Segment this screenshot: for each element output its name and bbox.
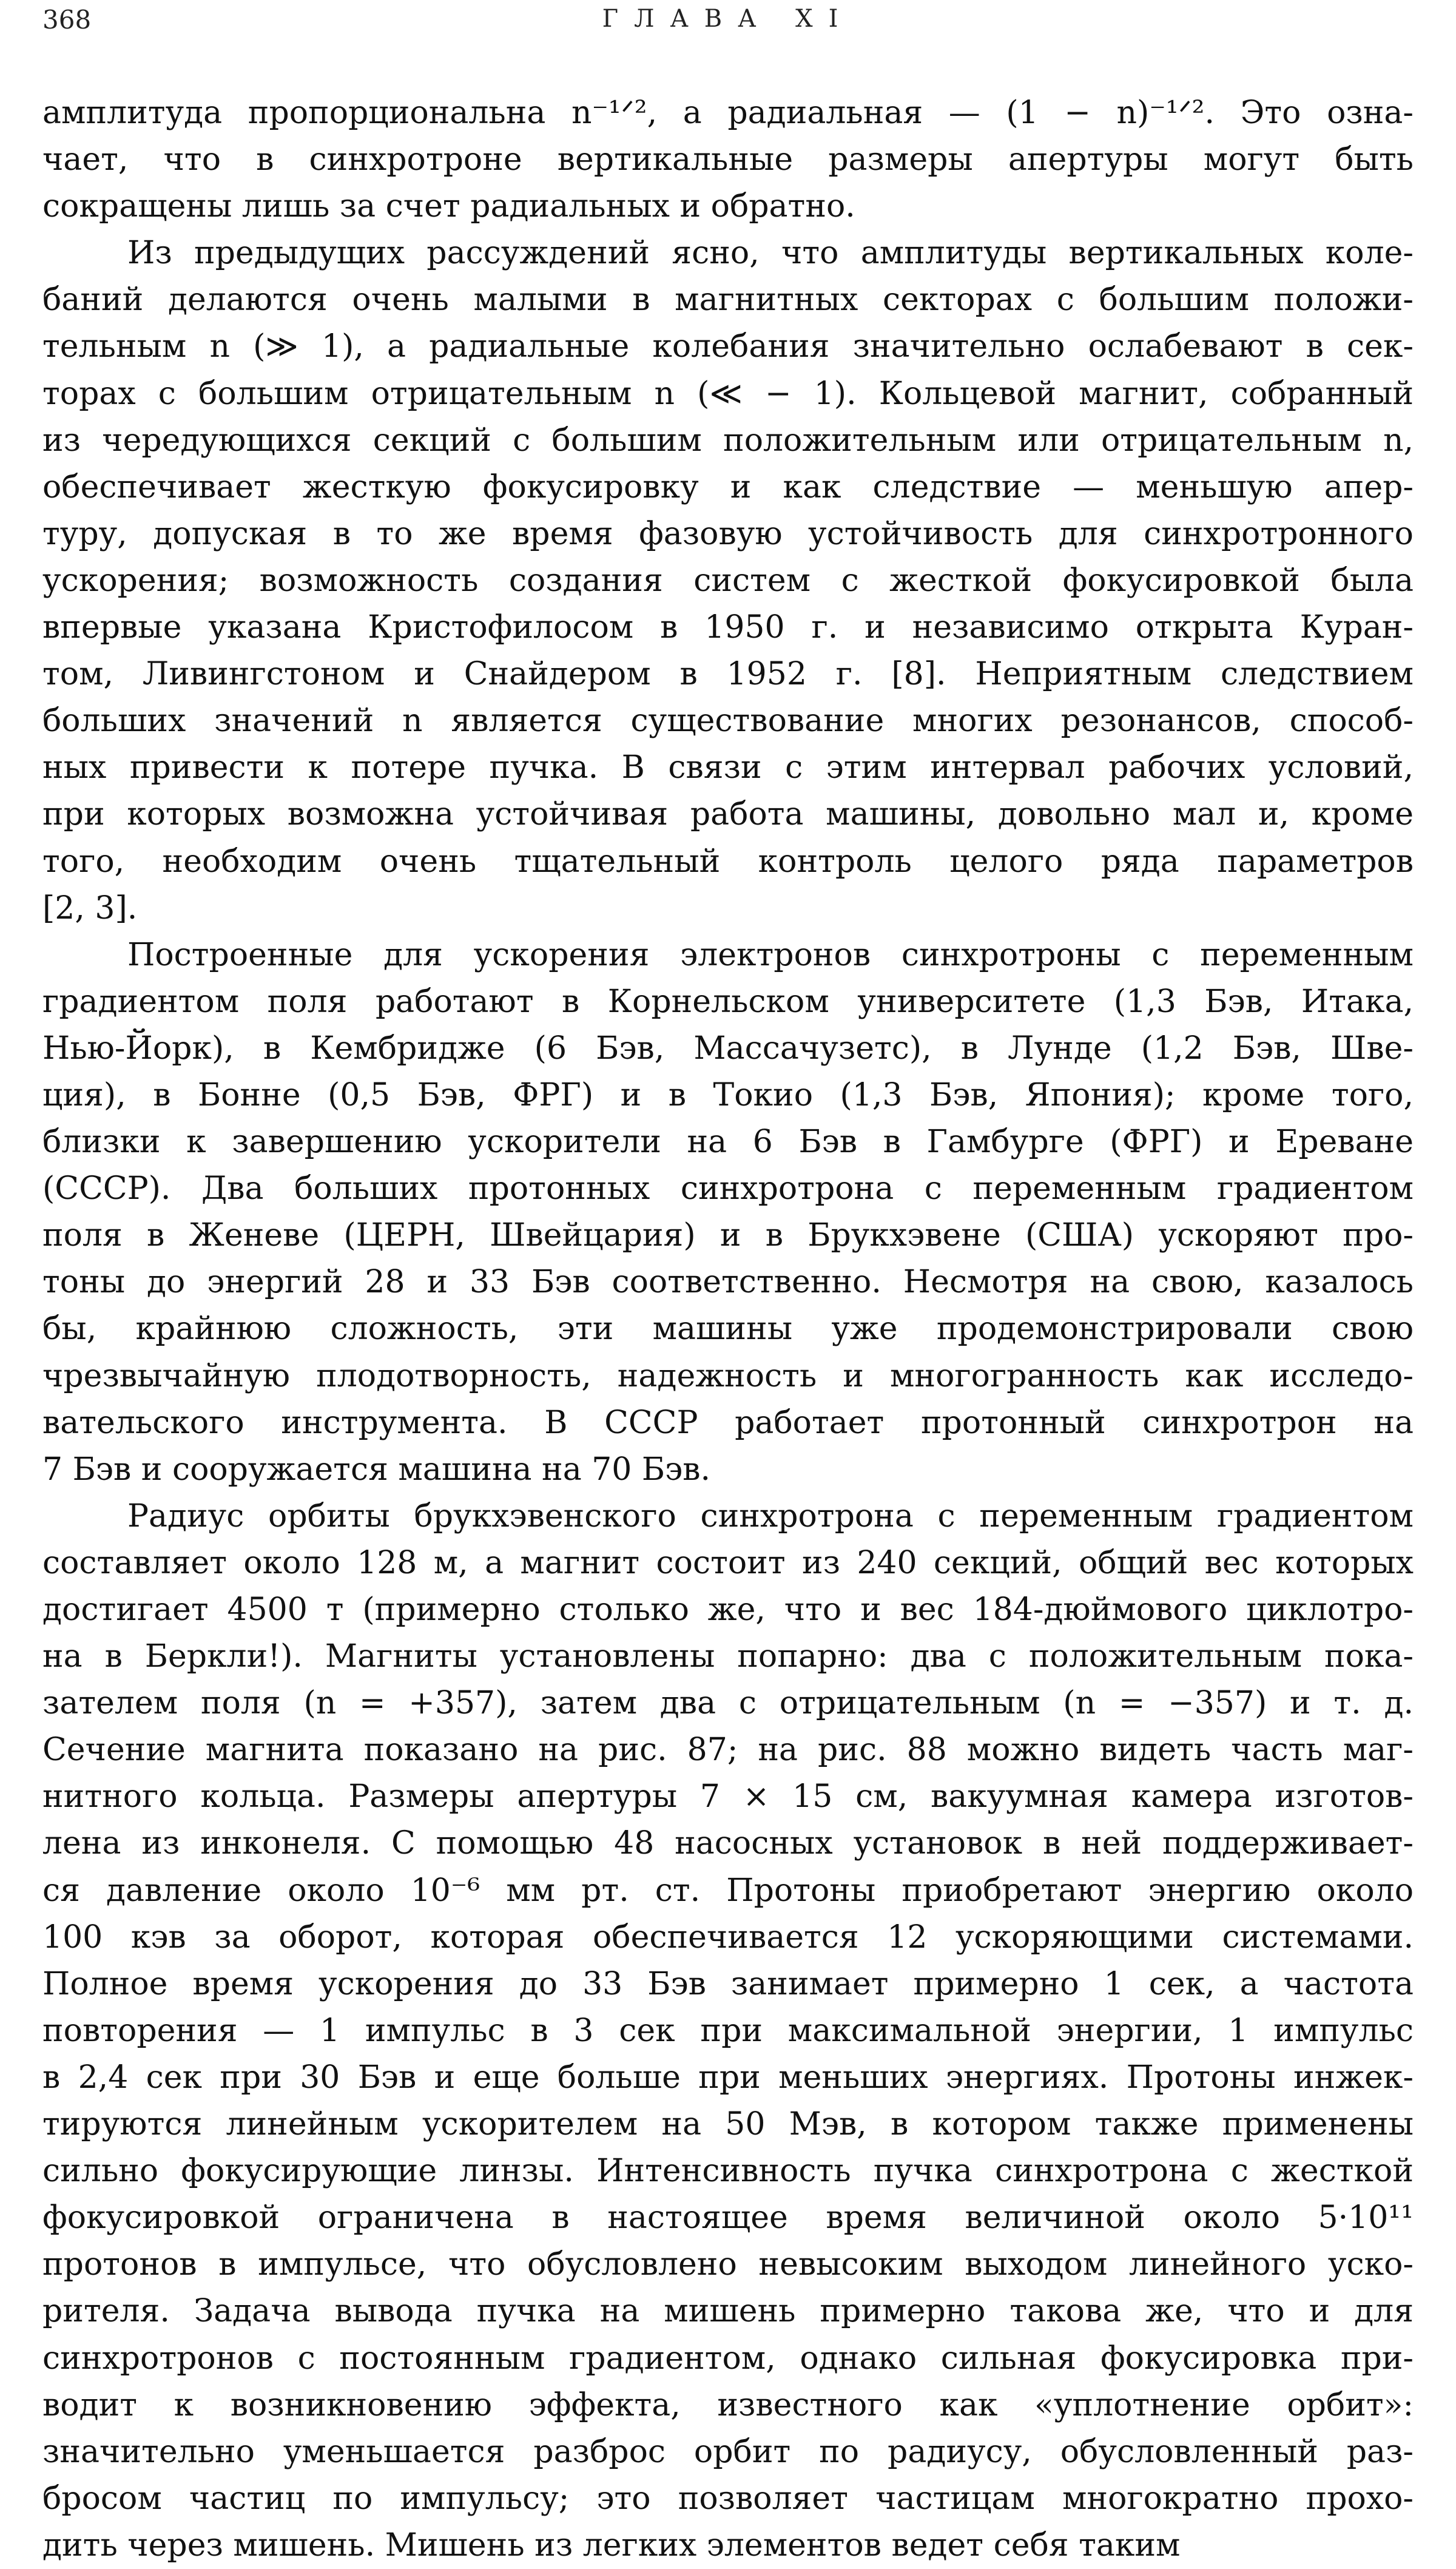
text-line: близки к завершению ускорители на 6 Бэв в Гамбурге (ФРГ) и Ереване [42, 1124, 1414, 1161]
text-line: Построенные для ускорения электронов синхротроны с переменным [127, 936, 1414, 973]
text-line: 100 кэв за оборот, которая обеспечивается 12 ускоряющими системами. [42, 1919, 1414, 1956]
page-header [42, 5, 1414, 41]
text-line: обеспечивает жесткую фокусировку и как следствие — меньшую апер- [42, 468, 1414, 505]
text-line: торах с большим отрицательным n (≪ − 1). Кольцевой магнит, собранный [42, 375, 1414, 412]
text-line: ся давление около 10⁻⁶ мм рт. ст. Протоны приобретают энергию около [42, 1872, 1414, 1909]
text-line: чает, что в синхротроне вертикальные размеры апертуры могут быть [42, 141, 1414, 178]
page-number: 368 [42, 5, 92, 35]
text-line: нитного кольца. Размеры апертуры 7 × 15 см, вакуумная камера изготов- [42, 1778, 1414, 1815]
text-line: того, необходим очень тщательный контроль целого ряда параметров [42, 843, 1414, 880]
text-line: [2, 3]. [42, 890, 138, 927]
text-line: фокусировкой ограничена в настоящее время величиной около 5·10¹¹ [42, 2199, 1414, 2236]
text-line: Нью-Йорк), в Кембридже (6 Бэв, Массачузетс), в Лунде (1,2 Бэв, Шве- [42, 1030, 1414, 1067]
text-line: при которых возможна устойчивая работа машины, довольно мал и, кроме [42, 796, 1414, 833]
text-line: Полное время ускорения до 33 Бэв занимает примерно 1 сек, а частота [42, 1965, 1414, 2002]
text-line: сокращены лишь за счет радиальных и обратно. [42, 188, 855, 225]
text-line: амплитуда пропорциональна n⁻¹ᐟ², а радиальная — (1 − n)⁻¹ᐟ². Это озна- [42, 95, 1414, 131]
text-line: вательского инструмента. В СССР работает протонный синхротрон на [42, 1404, 1414, 1441]
text-line: ных привести к потере пучка. В связи с этим интервал рабочих условий, [42, 749, 1414, 786]
text-line: Радиус орбиты брукхэвенского синхротрона с переменным градиентом [127, 1497, 1414, 1534]
text-line: из чередующихся секций с большим положительным или отрицательным n, [42, 422, 1414, 459]
text-line: на в Беркли!). Магниты установлены попарно: два с положительным пока- [42, 1638, 1414, 1675]
text-line: бросом частиц по импульсу; это позволяет частицам многократно прохо- [42, 2480, 1414, 2517]
text-line: 7 Бэв и сооружается машина на 70 Бэв. [42, 1451, 711, 1488]
text-line: тоны до энергий 28 и 33 Бэв соответственно. Несмотря на свою, казалось [42, 1264, 1414, 1301]
text-line: тельным n (≫ 1), а радиальные колебания значительно ослабевают в сек- [42, 328, 1414, 365]
text-line: больших значений n является существование многих резонансов, способ- [42, 703, 1414, 740]
text-line: протонов в импульсе, что обусловлено невысоким выходом линейного уско- [42, 2246, 1414, 2283]
paragraph [42, 90, 1414, 230]
running-head: ГЛАВА XI [602, 5, 854, 33]
text-line: ция), в Бонне (0,5 Бэв, ФРГ) и в Токио (1,3 Бэв, Япония); кроме того, [42, 1076, 1414, 1113]
text-line: Из предыдущих рассуждений ясно, что амплитуды вертикальных коле- [127, 235, 1414, 272]
text-line: рителя. Задача вывода пучка на мишень примерно такова же, что и для [42, 2293, 1414, 2330]
text-line: баний делаются очень малыми в магнитных секторах с большим положи- [42, 282, 1414, 319]
text-line: водит к возникновению эффекта, известного как «уплотнение орбит»: [42, 2386, 1414, 2423]
text-line: Сечение магнита показано на рис. 87; на рис. 88 можно видеть часть маг- [42, 1732, 1414, 1769]
text-line: тируются линейным ускорителем на 50 Мэв, в котором также применены [42, 2106, 1414, 2143]
text-line: чрезвычайную плодотворность, надежность и многогранность как исследо- [42, 1357, 1414, 1394]
text-line: дить через мишень. Мишень из легких элементов ведет себя таким [42, 2527, 1181, 2564]
paragraph [42, 1493, 1414, 2569]
text-line: градиентом поля работают в Корнельском университете (1,3 Бэв, Итака, [42, 983, 1414, 1020]
text-line: впервые указана Кристофилосом в 1950 г. и независимо открыта Куран- [42, 609, 1414, 646]
text-line: ускорения; возможность создания систем с жесткой фокусировкой была [42, 562, 1414, 599]
paragraph [42, 230, 1414, 931]
text-line: поля в Женеве (ЦЕРН, Швейцария) и в Брукхэвене (США) ускоряют про- [42, 1217, 1414, 1254]
text-line: том, Ливингстоном и Снайдером в 1952 г. [8]. Неприятным следствием [42, 656, 1414, 693]
text-line: (СССР). Два больших протонных синхротрона с переменным градиентом [42, 1170, 1414, 1207]
text-line: бы, крайнюю сложность, эти машины уже продемонстрировали свою [42, 1311, 1414, 1348]
page-body [42, 90, 1414, 2569]
paragraph [42, 932, 1414, 1493]
text-line: в 2,4 сек при 30 Бэв и еще больше при меньших энергиях. Протоны инжек- [42, 2059, 1414, 2096]
text-line: сильно фокусирующие линзы. Интенсивность пучка синхротрона с жесткой [42, 2153, 1414, 2190]
text-line: зателем поля (n = +357), затем два с отрицательным (n = −357) и т. д. [42, 1685, 1414, 1722]
text-line: синхротронов с постоянным градиентом, однако сильная фокусировка при- [42, 2340, 1414, 2377]
text-line: достигает 4500 т (примерно столько же, что и вес 184-дюймового циклотро- [42, 1592, 1414, 1628]
text-line: лена из инконеля. С помощью 48 насосных установок в ней поддерживает- [42, 1825, 1414, 1862]
text-line: значительно уменьшается разброс орбит по радиусу, обусловленный раз- [42, 2433, 1414, 2470]
text-line: повторения — 1 импульс в 3 сек при максимальной энергии, 1 импульс [42, 2012, 1414, 2049]
text-line: составляет около 128 м, а магнит состоит из 240 секций, общий вес которых [42, 1544, 1414, 1581]
text-line: туру, допуская в то же время фазовую устойчивость для синхротронного [42, 515, 1414, 552]
